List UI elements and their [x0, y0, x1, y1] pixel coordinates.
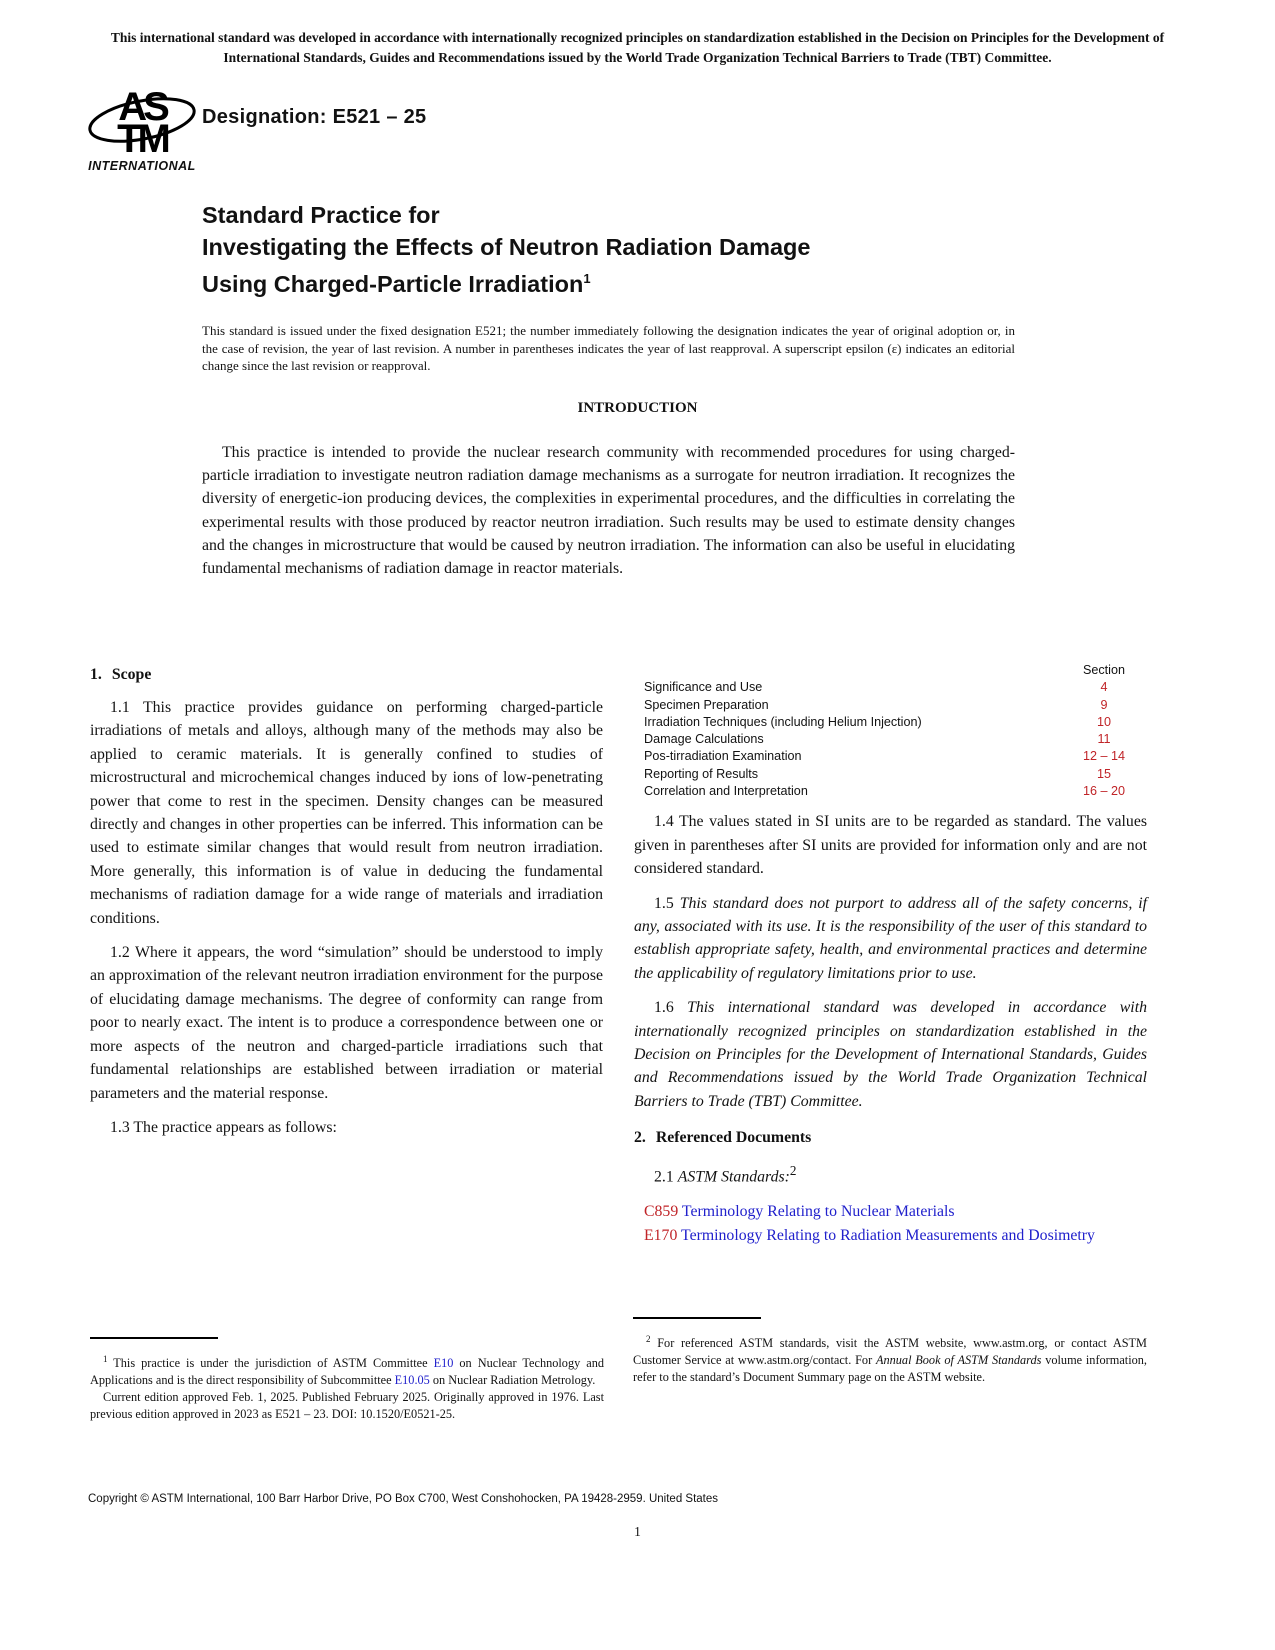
toc-row [634, 783, 1147, 800]
toc-row-link[interactable]: 12 – 14 [1082, 749, 1126, 764]
toc-row [634, 748, 1147, 765]
footnote-1-text: on Nuclear Technology and Applications and is the direct responsibility of Subcommittee [90, 1356, 604, 1388]
paragraph-1-3: 1.3 The practice appears as follows: [110, 1118, 337, 1136]
footnote-2-body: volume information, refer to the standard’s Document Summary page on the ASTM website. [633, 1353, 1148, 1385]
toc-row-label: Specimen Preparation [644, 697, 769, 712]
page-number: 1 [634, 1524, 641, 1539]
toc-header-spacer [634, 662, 1061, 679]
toc-row-label: Irradiation Techniques (including Helium Injection) [644, 714, 922, 729]
introduction-body: This practice is intended to provide the nuclear research community with recommended procedures for using charged-particle irradiation to investigate neutron radiation damage mechanisms as a surrogate for neutron irradiation. It recognizes the diversity of energetic-ion producing devices, the complexities in experimental procedures, and the difficulties in correlating the experimental results with those produced by reactor neutron irradiation. Such results may be used to estimate density changes and the changes in microstructure that would be caused by neutron irradiation. The information can also be useful in elucidating fundamental mechanisms of radiation damage in reactor materials. [202, 444, 1015, 578]
toc-row-label: Reporting of Results [644, 766, 759, 781]
toc-row-link[interactable]: 10 [1096, 714, 1111, 729]
toc-row [634, 697, 1147, 714]
toc-row-link[interactable]: 15 [1096, 766, 1111, 781]
footnote-rule-left [90, 1337, 218, 1339]
toc-header-row [634, 662, 1147, 679]
referenced-documents-number: 2. [634, 1129, 646, 1147]
toc-row [634, 714, 1147, 731]
paragraph-1-6 [634, 996, 1147, 1113]
astm-logo-icon [86, 82, 198, 158]
paragraph-1-2: 1.2 Where it appears, the word “simulation” should be understood to imply an approximation of the relevant neutron irradiation environment for the purpose of elucidating damage mechanisms. The degree of conformity can range from poor to nearly exact. The intent is to produce a correspondence between one or more aspects of the neutron and charged-particle irradiations such that fundamental relationships are established between irradiation or material parameters and the material response. [90, 944, 603, 1102]
toc-row-label: Correlation and Interpretation [644, 784, 808, 799]
toc-row-link[interactable]: 16 – 20 [1082, 784, 1126, 799]
toc-row-link[interactable]: 11 [1097, 732, 1111, 747]
left-column [90, 662, 603, 1249]
toc-row-link[interactable]: 9 [1100, 697, 1108, 712]
footnote-2-body: For referenced ASTM standards, visit the ASTM website, www.astm.org, or contact ASTM Customer Service at www.astm.org/contact. For [633, 1336, 1147, 1368]
paragraph-1-5-text: This standard does not purport to address all of the safety concerns, if any, associated with its use. It is the responsibility of the user of this standard to establish appropriate safety, health, and environmental practices and determine the applicability of regulatory limitations prior to use. [634, 894, 1147, 982]
footnote-rule-right [633, 1317, 761, 1319]
toc-row-label: Pos-tirradiation Examination [644, 749, 802, 764]
wto-disclaimer: This international standard was developed in accordance with internationally recognized principles on standardization established in the Decision on Principles for the Development of International Standards, Guides and Recommendations issued by the World Trade Organization Technical Barriers to Trade (TBT) Committee. [110, 30, 1165, 65]
footnote-1-marker: 1 [103, 1354, 108, 1364]
footnote-1-jurisdiction [90, 1351, 604, 1389]
astm-standards-label: ASTM Standards: [677, 1168, 790, 1186]
reference-title-link[interactable]: Terminology Relating to Radiation Measurements and Dosimetry [681, 1227, 1095, 1245]
footnote-2-marker: 2 [646, 1334, 651, 1344]
introduction-heading: INTRODUCTION [577, 400, 698, 416]
title-line-2: Investigating the Effects of Neutron Radiation Damage [202, 233, 811, 260]
referenced-documents-heading [634, 1129, 1147, 1147]
astm-logo-text-top: AS [118, 85, 166, 129]
paragraph-1-1: 1.1 This practice provides guidance on performing charged-particle irradiations of metals and alloys, although many of the methods may also be applied to ceramic materials. It is generally confined to studies of microstructural and microchemical changes induced by ions of low-penetrating power that come to rest in the specimen. Density changes can be measured directly and changes in other properties can be inferred. This information can be used to estimate similar changes that would result from neutron irradiation. More generally, this information is of value in deducing the fundamental mechanisms of radiation damage for a wide range of materials and irradiation conditions. [90, 699, 603, 927]
subcommittee-e10-05-link[interactable]: E10.05 [394, 1373, 430, 1388]
footnote-1-edition: Current edition approved Feb. 1, 2025. Published February 2025. Originally approved in 1976. Last previous edition approved in 2023 as E521 – 23. DOI: 10.1520/E0521-25. [90, 1390, 604, 1422]
referenced-documents-label: Referenced Documents [655, 1129, 812, 1147]
reference-entry [634, 1224, 1147, 1249]
paragraph-2-1 [634, 1159, 1147, 1189]
toc-row-label: Significance and Use [644, 680, 763, 695]
scope-heading-number: 1. [90, 666, 102, 683]
issued-note: This standard is issued under the fixed designation E521; the number immediately following the designation indicates the year of original adoption or, in the case of revision, the year of last revision. A number in parentheses indicates the year of last reapproval. A superscript epsilon (ε) indicates an editorial change since the last revision or reapproval. [202, 323, 1015, 373]
paragraph-1-6-text: This international standard was developed in accordance with internationally recognized principles on standardization established in the Decision on Principles for the Development of International Standards, Guides and Recommendations issued by the World Trade Organization Technical Barriers to Trade (TBT) Committee. [634, 999, 1147, 1110]
footnote-1-text: This practice is under the jurisdiction of ASTM Committee [107, 1356, 434, 1371]
toc-row [634, 679, 1147, 696]
paragraph-number: 1.5 [654, 894, 674, 912]
astm-logo-subtext: INTERNATIONAL [88, 159, 196, 173]
paragraph-1-5 [634, 892, 1147, 986]
paragraph-number: 2.1 [654, 1168, 674, 1186]
copyright-line: Copyright © ASTM International, 100 Barr Harbor Drive, PO Box C700, West Conshohocken, PA 19428-2959. United States [88, 1493, 719, 1505]
toc-row [634, 731, 1147, 748]
annual-book-title: Annual Book of ASTM Standards [875, 1353, 1042, 1368]
standard-title [202, 200, 1042, 300]
section-index-table [634, 662, 1147, 800]
right-column [634, 662, 1147, 1249]
title-line-3 [202, 263, 1042, 300]
astm-logo [86, 82, 198, 173]
reference-code-link[interactable]: E170 [644, 1227, 678, 1245]
toc-header-section: Section [1082, 663, 1125, 677]
footnote-1-text: on Nuclear Radiation Metrology. [429, 1373, 596, 1388]
toc-row [634, 766, 1147, 783]
footnote-1 [90, 1351, 604, 1423]
footnote-2-text [633, 1331, 1147, 1386]
toc-row-label: Damage Calculations [644, 732, 764, 747]
scope-heading [90, 666, 603, 684]
paragraph-1-4: 1.4 The values stated in SI units are to be regarded as standard. The values given in parentheses after SI units are provided for information only and are not considered standard. [634, 813, 1147, 878]
astm-logo-text-bottom: TM [117, 117, 167, 158]
toc-row-link[interactable]: 4 [1100, 680, 1108, 695]
title-line-3-text: Using Charged-Particle Irradiation [202, 270, 584, 297]
designation: Designation: E521 – 25 [202, 106, 427, 128]
title-footnote-marker: 1 [583, 271, 591, 286]
reference-code-link[interactable]: C859 [644, 1202, 679, 1220]
paragraph-number: 1.6 [654, 999, 674, 1017]
footnote-2 [633, 1331, 1147, 1386]
reference-entry [634, 1200, 1147, 1225]
two-column-body [90, 662, 1147, 1249]
committee-e10-link[interactable]: E10 [433, 1356, 454, 1371]
scope-heading-label: Scope [111, 666, 152, 683]
footnote-2-marker: 2 [789, 1163, 797, 1179]
title-line-1: Standard Practice for [202, 202, 440, 228]
reference-title-link[interactable]: Terminology Relating to Nuclear Materials [681, 1202, 955, 1220]
